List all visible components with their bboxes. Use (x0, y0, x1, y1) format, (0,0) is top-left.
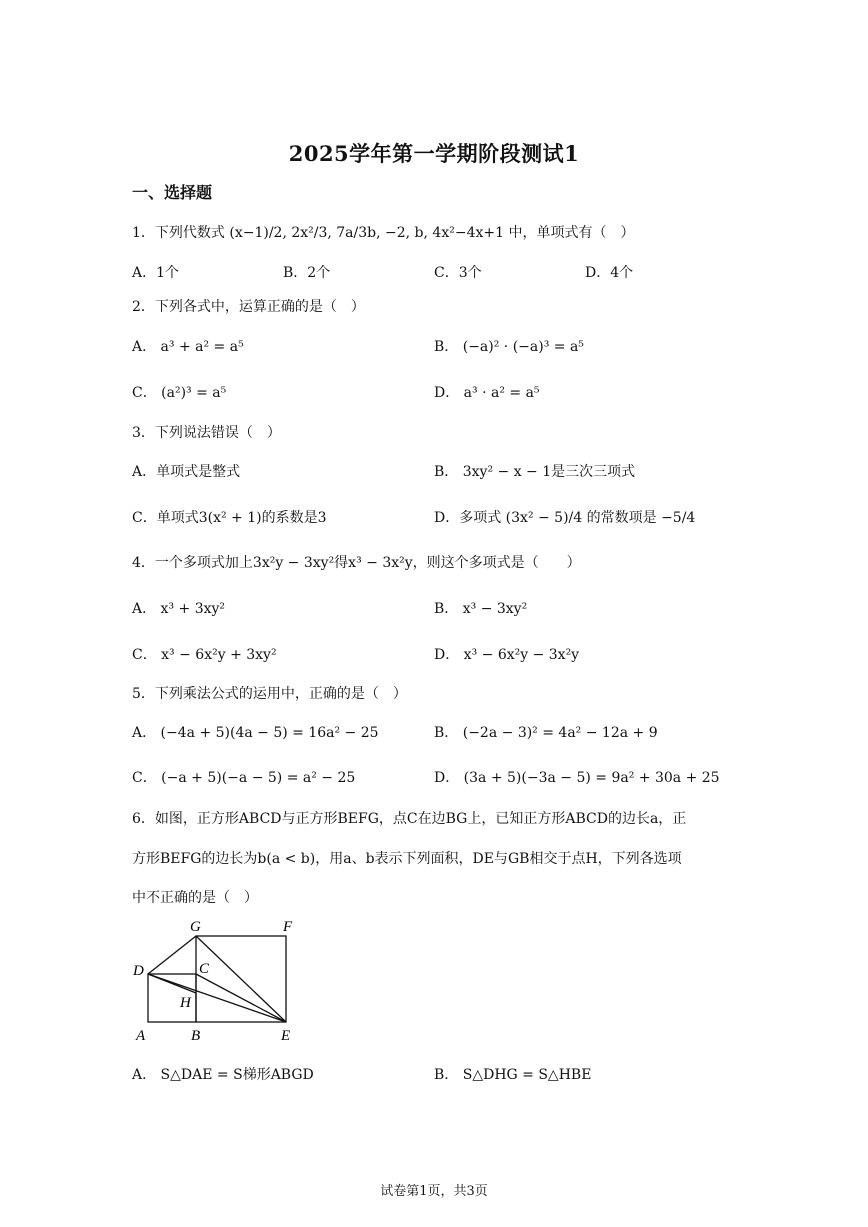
question-5-stem: 5．下列乘法公式的运用中，正确的是（ ） (132, 686, 407, 702)
q4-option-a: A． x³ + 3xy² (132, 601, 226, 617)
q1-option-c: C．3个 (434, 265, 482, 281)
q3-option-c: C．单项式3(x² + 1)的系数是3 (132, 510, 327, 526)
label-f: F (283, 919, 293, 935)
segment-ce (196, 974, 286, 1022)
q5-option-a: A． (−4a + 5)(4a − 5) = 16a² − 25 (132, 725, 379, 741)
label-d: D (133, 963, 144, 979)
segment-de (148, 974, 286, 1022)
segment-dh (148, 974, 196, 993)
q1-option-d: D．4个 (585, 265, 634, 281)
label-a: A (136, 1028, 146, 1044)
label-g: G (190, 919, 201, 935)
q5-option-d: D． (3a + 5)(−3a − 5) = 9a² + 30a + 25 (434, 770, 720, 786)
q4-option-c: C． x³ − 6x²y + 3xy² (132, 647, 277, 663)
question-3-stem: 3．下列说法错误（ ） (132, 425, 281, 441)
question-6-stem-line-1: 6．如图，正方形ABCD与正方形BEFG，点C在边BG上，已知正方形ABCD的边长a，正 (132, 811, 687, 827)
label-c: C (199, 961, 210, 977)
q2-option-c: C． (a²)³ = a⁵ (132, 385, 227, 401)
q6-option-a: A． S△DAE = S梯形ABGD (132, 1067, 314, 1083)
q2-option-d: D． a³ · a² = a⁵ (434, 385, 540, 401)
question-6-stem-line-2: 方形BEFG的边长为b(a < b)，用a、b表示下列面积，DE与GB相交于点H，下列各选项 (132, 851, 682, 867)
q1-option-a: A．1个 (132, 265, 180, 281)
page-title: 2025学年第一学期阶段测试1 (288, 141, 580, 166)
segment-ge (196, 936, 286, 1022)
q2-option-a: A． a³ + a² = a⁵ (132, 339, 244, 355)
question-6-stem-line-3: 中不正确的是（ ） (132, 890, 258, 906)
q3-option-b: B． 3xy² − x − 1是三次三项式 (434, 464, 636, 480)
label-b: B (191, 1028, 201, 1044)
section-heading: 一、选择题 (132, 183, 213, 202)
q5-option-c: C． (−a + 5)(−a − 5) = a² − 25 (132, 770, 356, 786)
q6-option-b: B． S△DHG = S△HBE (434, 1067, 592, 1083)
q4-option-d: D． x³ − 6x²y − 3x²y (434, 647, 580, 663)
q1-option-b: B．2个 (283, 265, 331, 281)
q5-option-b: B． (−2a − 3)² = 4a² − 12a + 9 (434, 725, 658, 741)
q4-option-b: B． x³ − 3xy² (434, 601, 528, 617)
label-e: E (281, 1028, 291, 1044)
q2-option-b: B． (−a)² · (−a)³ = a⁵ (434, 339, 584, 355)
q3-option-a: A．单项式是整式 (132, 464, 241, 480)
question-1-stem: 1．下列代数式 (x−1)/2, 2x²/3, 7a/3b, −2, b, 4x²−4x+1 中，单项式有（ ） (132, 225, 635, 241)
page-footer: 试卷第1页，共3页 (380, 1184, 488, 1199)
label-h: H (180, 995, 191, 1011)
geometry-figure (128, 915, 308, 1047)
segment-dg (148, 936, 196, 974)
q3-option-d: D．多项式 (3x² − 5)/4 的常数项是 −5/4 (434, 510, 696, 526)
question-4-stem: 4．一个多项式加上3x²y − 3xy²得x³ − 3x²y，则这个多项式是（ ） (132, 555, 581, 571)
question-2-stem: 2．下列各式中，运算正确的是（ ） (132, 299, 365, 315)
